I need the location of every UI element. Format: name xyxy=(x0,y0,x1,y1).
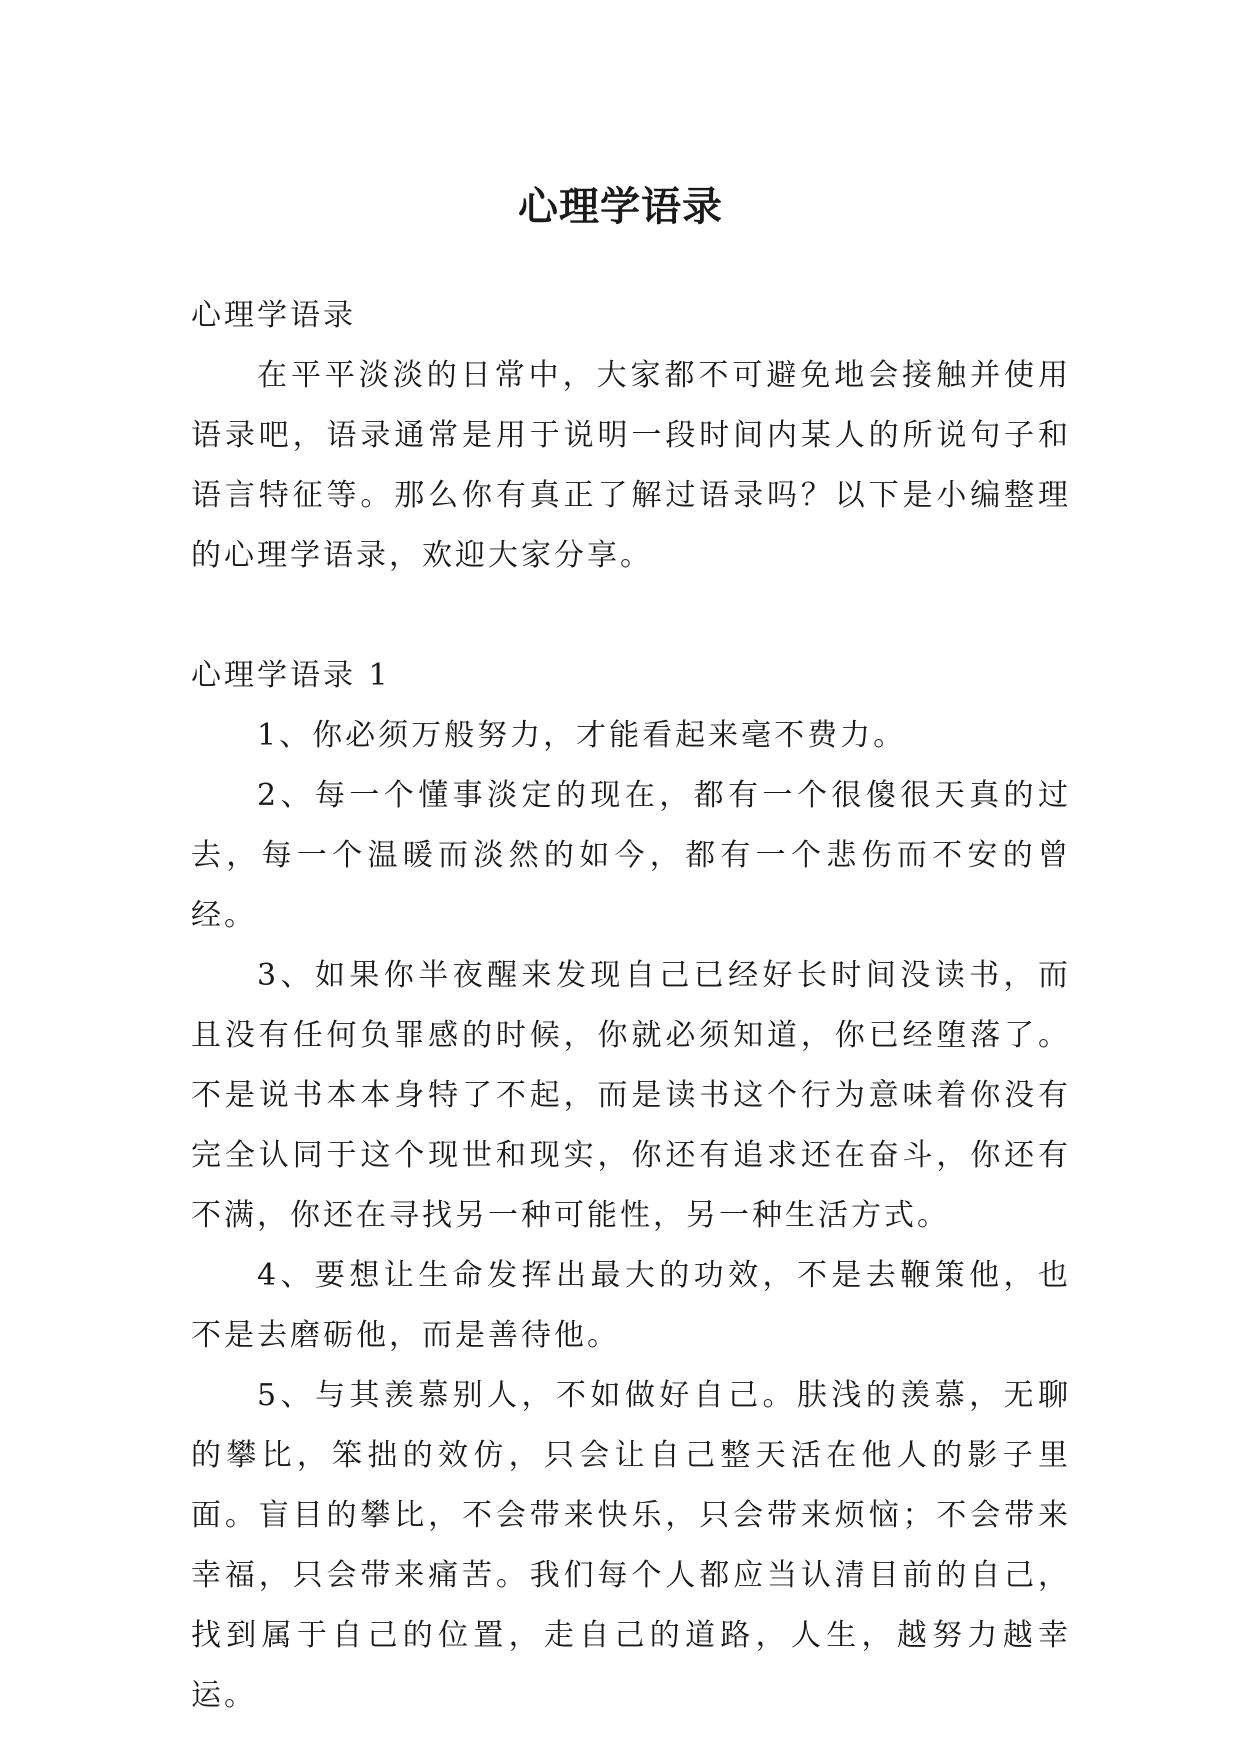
intro-paragraph: 在平平淡淡的日常中，大家都不可避免地会接触并使用语录吧，语录通常是用于说明一段时间内某人的所说句子和语言特征等。那么你有真正了解过语录吗？以下是小编整理的心理学语录，欢迎大家分享。 xyxy=(191,358,1071,573)
quote-item-3: 3、如果你半夜醒来发现自己已经好长时间没读书，而且没有任何负罪感的时候，你就必须知道，你已经堕落了。不是说书本本身特了不起，而是读书这个行为意味着你没有完全认同于这个现世和现实，你还有追求还在奋斗，你还有不满，你还在寻找另一种可能性，另一种生活方式。 xyxy=(191,958,1071,1233)
subtitle: 心理学语录 xyxy=(191,298,356,333)
quote-item-5: 5、与其羡慕别人，不如做好自己。肤浅的羡慕，无聊的攀比，笨拙的效仿，只会让自己整天活在他人的影子里面。盲目的攀比，不会带来快乐，只会带来烦恼；不会带来幸福，只会带来痛苦。我们每个人都应当认清目前的自己，找到属于自己的位置，走自己的道路，人生，越努力越幸运。 xyxy=(191,1378,1071,1713)
quote-item-4: 4、要想让生命发挥出最大的功效，不是去鞭策他，也不是去磨砺他，而是善待他。 xyxy=(191,1258,1071,1353)
quote-item-1: 1、你必须万般努力，才能看起来毫不费力。 xyxy=(257,718,907,753)
section-heading: 心理学语录 1 xyxy=(191,658,391,693)
quote-item-2: 2、每一个懂事淡定的现在，都有一个很傻很天真的过去，每一个温暖而淡然的如今，都有一个悲伤而不安的曾经。 xyxy=(191,778,1071,933)
document-body xyxy=(191,286,1071,1726)
page-title: 心理学语录 xyxy=(518,182,723,230)
paragraph-spacer xyxy=(191,586,1071,646)
